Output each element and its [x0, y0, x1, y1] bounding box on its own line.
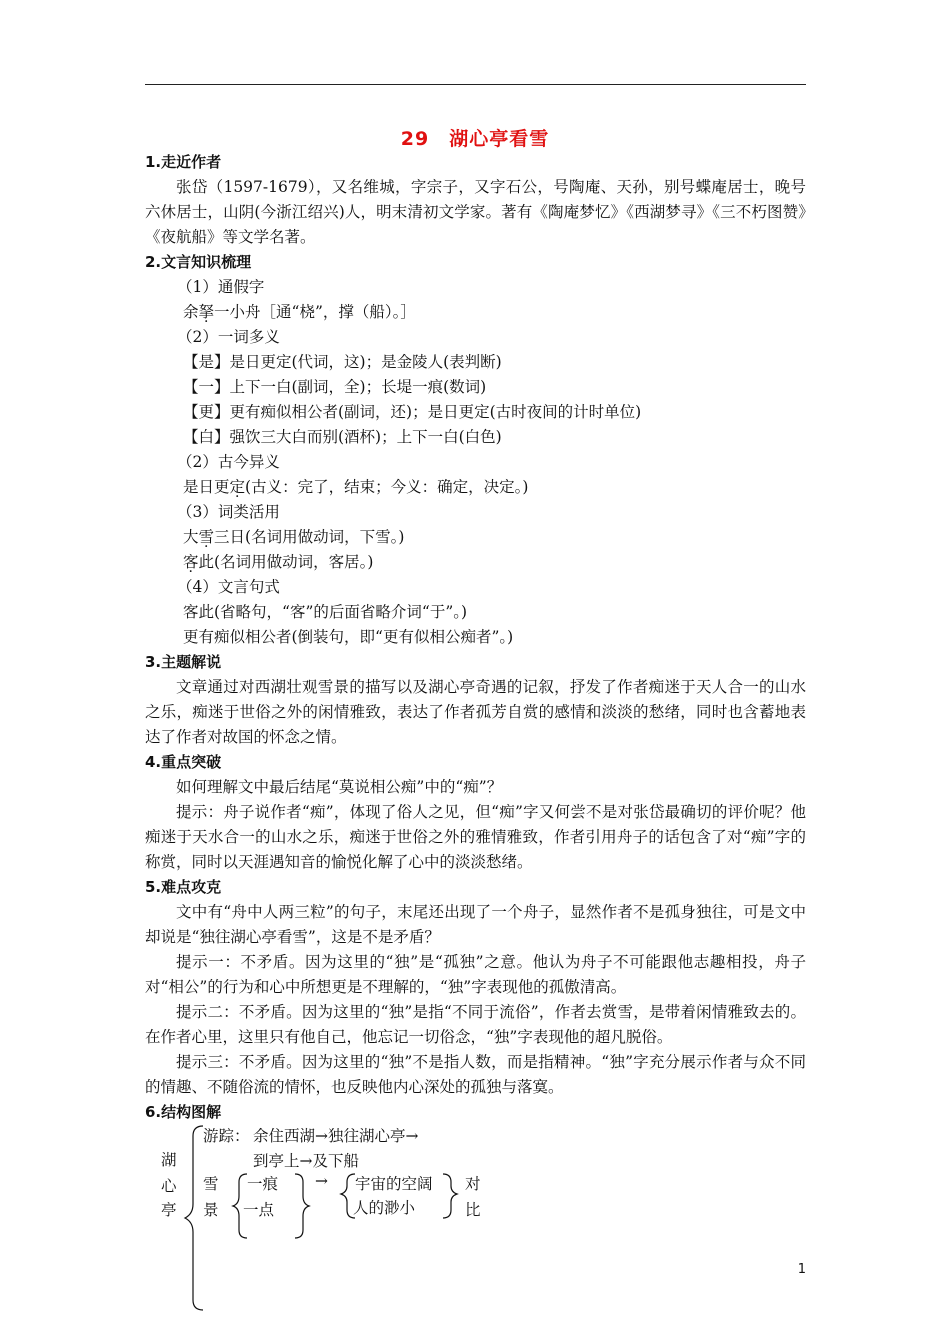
- section-heading-knowledge: 2.文言知识梳理: [145, 253, 252, 271]
- items-right-brace: [295, 1174, 309, 1238]
- compare-char: 对: [465, 1175, 481, 1193]
- jushi-item: 客此(省略句，“客”的后面省略介词“于”。): [183, 603, 468, 621]
- emphasis-char: 客: [183, 553, 199, 571]
- scene-item: 一点: [243, 1201, 275, 1219]
- gujin-line: 是日更定(古义：完了，结束；今义：确定，决定。): [183, 478, 529, 496]
- difficulty-hint: 提示三：不矛盾。因为这里的“独”不是指人数，而是指精神。“独”字充分展示作者与众不同的情趣、不随俗流的情怀，也反映他内心深处的孤独与落寞。: [145, 1053, 806, 1096]
- author-paragraph: 张岱（1597-1679），又名维城，字宗子，又字石公，号陶庵、天孙，别号蝶庵居士，晚号六休居士，山阴(今浙江绍兴)人，明末清初文学家。著有《陶庵梦忆》《西湖梦寻》《三不朽图赞》《夜航船》等文学名著。: [145, 178, 806, 246]
- xuejing-char: 雪: [203, 1175, 219, 1193]
- duoyi-item: 【白】强饮三大白而别(酒杯)；上下一白(白色): [183, 428, 502, 446]
- arrow-glyph: →: [315, 1172, 328, 1190]
- section-heading-difficulty: 5.难点攻克: [145, 878, 222, 896]
- emphasis-char: 雪: [198, 528, 215, 546]
- emphasis-char: 定: [229, 478, 246, 496]
- difficulty-hint: 提示一：不矛盾。因为这里的“独”是“孤独”之意。他认为舟子不可能跟他志趣相投，舟子对“相公”的行为和心中所想更是不理解的，“独”字表现他的孤傲清高。: [145, 953, 806, 996]
- tongjia-label: （1）通假字: [177, 278, 265, 296]
- document-body: [145, 150, 806, 1125]
- section-heading-structure: 6.结构图解: [145, 1103, 222, 1121]
- emphasis-char: 拏: [198, 303, 215, 321]
- duoyi-item: 【更】更有痴似相公者(副词，还)；是日更定(古时夜间的计时单位): [183, 403, 642, 421]
- root-brace: [185, 1126, 203, 1310]
- key-question: 如何理解文中最后结尾“莫说相公痴”中的“痴”？: [176, 778, 503, 796]
- youzong-line: 到亭上→及下船: [253, 1152, 359, 1170]
- root-char: 湖: [161, 1151, 177, 1169]
- section-heading-author: 1.走近作者: [145, 153, 222, 171]
- page-number: 1: [797, 1262, 806, 1277]
- key-hint: 提示：舟子说作者“痴”，体现了俗人之见，但“痴”字又何尝不是对张岱最确切的评价呢？他痴迷于天水合一的山水之乐，痴迷于世俗之外的雅情雅致，作者引用舟子的话包含了对“痴”字的称赏，同时以天涯遇知音的愉悦化解了心中的淡淡愁绪。: [145, 803, 806, 871]
- contrast-item: 宇宙的空阔: [355, 1175, 433, 1193]
- tongjia-line: 余拏一小舟［通“桡”，撑（船）。］: [183, 303, 416, 321]
- youzong-label: 游踪：: [203, 1127, 250, 1145]
- structure-diagram: [145, 1122, 645, 1322]
- page-title: 29 湖心亭看雪: [400, 128, 550, 150]
- root-char: 亭: [161, 1201, 177, 1219]
- youzong-line: 余住西湖→独往湖心亭→: [253, 1127, 419, 1145]
- jushi-label: （4）文言句式: [177, 578, 280, 596]
- compare-char: 比: [465, 1201, 481, 1219]
- cilei-line: 客此(名词用做动词，客居。): [183, 553, 374, 571]
- gujin-label: （2）古今异义: [177, 453, 280, 471]
- contrast-item: 人的渺小: [353, 1199, 416, 1217]
- difficulty-hint: 提示二：不矛盾。因为这里的“独”是指“不同于流俗”，作者去赏雪，是带着闲情雅致去的。在作者心里，这里只有他自己，他忘记一切俗念，“独”字表现他的超凡脱俗。: [145, 1003, 806, 1046]
- duoyi-item: 【一】上下一白(副词，全)；长堤一痕(数词): [183, 378, 487, 396]
- cilei-label: （3）词类活用: [177, 503, 280, 521]
- duoyi-item: 【是】是日更定(代词，这)；是金陵人(表判断): [183, 353, 502, 371]
- xuejing-char: 景: [203, 1201, 219, 1219]
- jushi-item: 更有痴似相公者(倒装句，即“更有似相公痴者”。): [183, 628, 514, 646]
- cilei-line: 大雪三日(名词用做动词，下雪。): [183, 528, 405, 546]
- root-char: 心: [161, 1177, 177, 1195]
- scene-item: 一痕: [247, 1175, 279, 1193]
- difficulty-question: 文中有“舟中人两三粒”的句子，末尾还出现了一个舟子，显然作者不是孤身独往，可是文中却说是“独往湖心亭看雪”，这是不是矛盾？: [145, 903, 806, 946]
- section-heading-key: 4.重点突破: [145, 753, 222, 771]
- diagram-braces: [145, 1122, 645, 1322]
- theme-paragraph: 文章通过对西湖壮观雪景的描写以及湖心亭奇遇的记叙，抒发了作者痴迷于天人合一的山水之乐，痴迷于世俗之外的闲情雅致，表达了作者孤芳自赏的感情和淡淡的愁绪，同时也含蓄地表达了作者对故国的怀念之情。: [145, 678, 806, 746]
- contrast-right-brace: [443, 1174, 457, 1218]
- header-rule: [145, 84, 806, 85]
- section-heading-theme: 3.主题解说: [145, 653, 222, 671]
- duoyi-label: （2）一词多义: [177, 328, 280, 346]
